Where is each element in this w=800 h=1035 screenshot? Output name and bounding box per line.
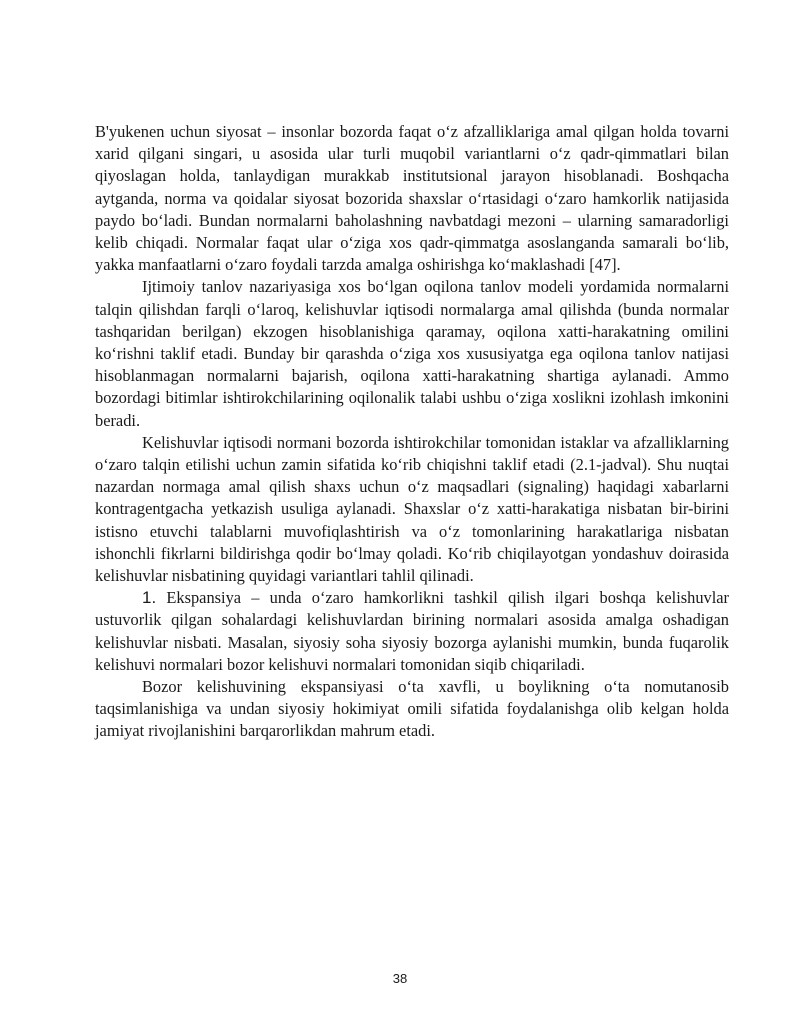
paragraph-5: Bozor kelishuvining ekspansiyasi o‘ta xavfli, u boylikning o‘ta nomutanosib taqsimlanishiga va undan siyosiy hokimiyat omili sifatida foydalanishga olib kelgan holda jamiyat rivojlanishini barqarorlikdan mahrum etadi. [95, 677, 729, 741]
paragraph-2: Ijtimoiy tanlov nazariyasiga xos bo‘lgan oqilona tanlov modeli yordamida normalarni talqin qilishdan farqli o‘laroq, kelishuvlar iqtisodi normalarga amal qilishda (bunda normalar tashqaridan berilgan) ekzogen hisoblanishiga qaramay, oqilona xatti-harakatning omilini ko‘rishni taklif etadi. Bunday bir qarashda o‘ziga xos xususiyatga ega oqilona tanlov natijasi hisoblanmagan normalarni bajarish, oqilona xatti-harakatning shartiga aylanadi. Ammo bozordagi bitimlar ishtirokchilarining oqilonalik talabi ushbu o‘ziga xoslikni izohlash imkonini beradi. [95, 277, 729, 430]
list-item-1 [95, 587, 729, 676]
page-number: 38 [392, 971, 408, 986]
list-number: 1. [142, 588, 157, 608]
paragraph-3: Kelishuvlar iqtisodi normani bozorda ishtirokchilar tomonidan istaklar va afzalliklarning o‘zaro talqin etilishi uchun zamin sifatida ko‘rib chiqishni taklif etadi (2.1-jadval). Shu nuqtai nazardan normaga amal qilish shaxs uchun o‘z maqsadlari (signaling) haqidagi xabarlarni kontragentgacha yetkazish usuliga aylanadi. Shaxslar o‘z xatti-harakatiga nisbatan bir-birini istisno etuvchi talablarni muvofiqlashtirish va o‘z tomonlarining harakatlariga nisbatan ishonchli fikrlarni bildirishga qodir bo‘lmay qoladi. Ko‘rib chiqilayotgan yondashuv doirasida kelishuvlar nisbatining quyidagi variantlari tahlil qilinadi. [95, 432, 729, 586]
list-item-text: Ekspansiya – unda o‘zaro hamkorlikni tashkil qilish ilgari boshqa kelishuvlar ustuvorlik qilgan sohalardagi kelishuvlardan birining normalari asosida amalga oshadigan kelishuvlar nisbati. Masalan, siyosiy soha siyosiy bozorga aylanishi mumkin, bunda fuqarolik kelishuvi normalari bozor kelishuvi normalari tomonidan siqib chiqariladi. [95, 588, 729, 674]
body-text [95, 121, 729, 743]
paragraph-1: B'yukenen uchun siyosat – insonlar bozorda faqat o‘z afzalliklariga amal qilgan holda tovarni xarid qilgani singari, u asosida ular turli muqobil variantlarni o‘z qadr-qimmatlari bilan qiyoslagan holda, tanlaydigan murakkab institutsional jarayon hisoblanadi. Boshqacha aytganda, norma va qoidalar siyosat bozorida shaxslar o‘rtasidagi o‘zaro hamkorlik natijasida paydo bo‘ladi. Bundan normalarni baholashning navbatdagi mezoni – ularning samaradorligi kelib chiqadi. Normalar faqat ular o‘ziga xos qadr-qimmatga asoslanganda samarali bo‘lib, yakka manfaatlarni o‘zaro foydali tarzda amalga oshirishga ko‘maklashadi [47]. [95, 122, 729, 275]
